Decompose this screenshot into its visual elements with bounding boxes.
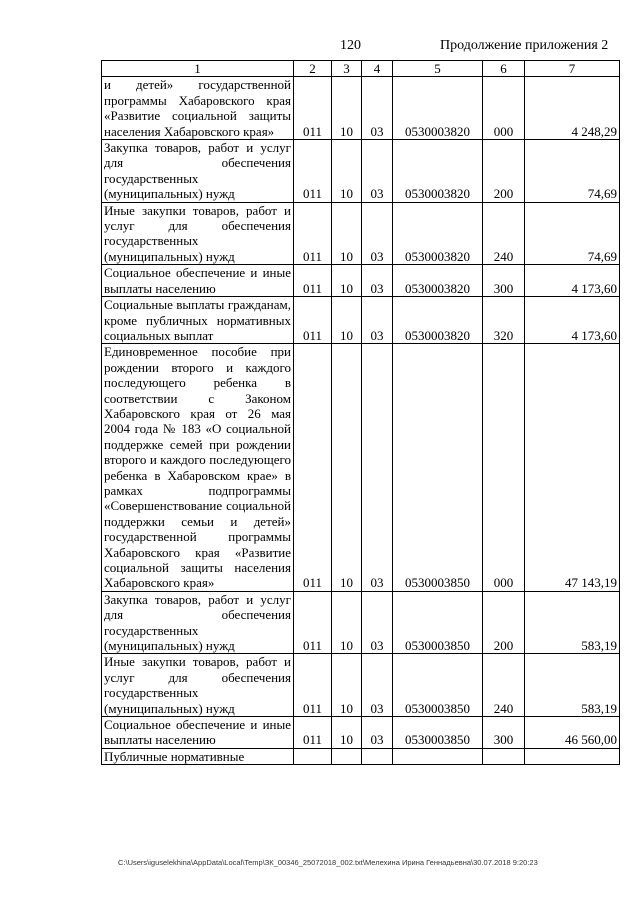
column-header: 7 <box>525 61 620 77</box>
budget-table <box>101 60 620 765</box>
code-ministry: 011 <box>294 654 332 717</box>
code-section: 10 <box>332 77 362 140</box>
code-expense-type: 320 <box>483 297 525 344</box>
code-subsection: 03 <box>362 140 393 203</box>
item-name: Публичные нормативные <box>102 748 294 764</box>
code-target-article: 0530003820 <box>393 140 483 203</box>
code-section: 10 <box>332 202 362 265</box>
item-name: Иные закупки товаров, работ и услуг для обеспечения государственных (муниципальных) нужд <box>102 202 294 265</box>
code-target-article: 0530003850 <box>393 717 483 749</box>
table-row <box>102 202 620 265</box>
code-expense-type: 200 <box>483 140 525 203</box>
code-section <box>332 748 362 764</box>
code-target-article: 0530003850 <box>393 591 483 654</box>
file-path-footer: C:\Users\iguselekhina\AppData\Local\Temp\ЗК_00346_25072018_002.txt\Мелехина Ирина Геннадьевна\30.07.2018 9:20:23 <box>118 858 538 867</box>
item-name: Единовременное пособие при рождении второго и каждого последующего ребенка в соответствии с Законом Хабаровского края от 26 мая 2004 года № 183 «О социальной поддержке семей при рождении второго и каждого последующего ребенка в Хабаровском крае» в рамках подпрограммы «Совершенствование социальной поддержки семьи и детей» государственной программы Хабаровского края «Развитие социальной защиты населения Хабаровского края» <box>102 344 294 592</box>
amount: 4 248,29 <box>525 77 620 140</box>
amount: 4 173,60 <box>525 297 620 344</box>
code-ministry: 011 <box>294 591 332 654</box>
amount: 4 173,60 <box>525 265 620 297</box>
continuation-caption: Продолжение приложения 2 <box>440 38 609 53</box>
amount: 74,69 <box>525 202 620 265</box>
column-header: 1 <box>102 61 294 77</box>
item-name: Закупка товаров, работ и услуг для обеспечения государственных (муниципальных) нужд <box>102 140 294 203</box>
table-header-row <box>102 61 620 77</box>
code-section: 10 <box>332 140 362 203</box>
item-name: Социальное обеспечение и иные выплаты населению <box>102 265 294 297</box>
column-header: 3 <box>332 61 362 77</box>
table-row <box>102 344 620 592</box>
column-header: 2 <box>294 61 332 77</box>
code-expense-type: 300 <box>483 717 525 749</box>
column-header: 4 <box>362 61 393 77</box>
code-section: 10 <box>332 654 362 717</box>
code-ministry: 011 <box>294 77 332 140</box>
code-target-article: 0530003820 <box>393 297 483 344</box>
code-target-article: 0530003820 <box>393 77 483 140</box>
code-expense-type: 200 <box>483 591 525 654</box>
code-subsection: 03 <box>362 591 393 654</box>
code-subsection: 03 <box>362 717 393 749</box>
page-number: 120 <box>340 38 361 53</box>
table-row <box>102 654 620 717</box>
table-row <box>102 265 620 297</box>
amount: 47 143,19 <box>525 344 620 592</box>
code-target-article: 0530003850 <box>393 654 483 717</box>
code-subsection <box>362 748 393 764</box>
table-row <box>102 717 620 749</box>
code-target-article: 0530003820 <box>393 265 483 297</box>
code-expense-type: 240 <box>483 654 525 717</box>
code-subsection: 03 <box>362 77 393 140</box>
amount: 46 560,00 <box>525 717 620 749</box>
code-section: 10 <box>332 297 362 344</box>
code-expense-type: 300 <box>483 265 525 297</box>
code-ministry: 011 <box>294 297 332 344</box>
code-expense-type: 240 <box>483 202 525 265</box>
table-row <box>102 591 620 654</box>
amount: 583,19 <box>525 654 620 717</box>
code-ministry: 011 <box>294 140 332 203</box>
code-target-article: 0530003850 <box>393 344 483 592</box>
table-row <box>102 77 620 140</box>
code-subsection: 03 <box>362 202 393 265</box>
code-section: 10 <box>332 591 362 654</box>
code-target-article <box>393 748 483 764</box>
code-subsection: 03 <box>362 344 393 592</box>
code-ministry: 011 <box>294 344 332 592</box>
column-header: 6 <box>483 61 525 77</box>
amount: 74,69 <box>525 140 620 203</box>
table-row <box>102 140 620 203</box>
code-section: 10 <box>332 344 362 592</box>
code-ministry: 011 <box>294 202 332 265</box>
item-name: Социальное обеспечение и иные выплаты населению <box>102 717 294 749</box>
item-name: Социальные выплаты гражданам, кроме публичных нормативных социальных выплат <box>102 297 294 344</box>
code-target-article: 0530003820 <box>393 202 483 265</box>
table-row <box>102 297 620 344</box>
code-subsection: 03 <box>362 265 393 297</box>
code-expense-type: 000 <box>483 77 525 140</box>
code-expense-type <box>483 748 525 764</box>
table-row <box>102 748 620 764</box>
item-name: Закупка товаров, работ и услуг для обеспечения государственных (муниципальных) нужд <box>102 591 294 654</box>
amount: 583,19 <box>525 591 620 654</box>
item-name: Иные закупки товаров, работ и услуг для обеспечения государственных (муниципальных) нужд <box>102 654 294 717</box>
column-header: 5 <box>393 61 483 77</box>
code-subsection: 03 <box>362 654 393 717</box>
item-name: и детей» государственной программы Хабаровского края «Развитие социальной защиты населения Хабаровского края» <box>102 77 294 140</box>
code-expense-type: 000 <box>483 344 525 592</box>
code-ministry: 011 <box>294 717 332 749</box>
code-ministry <box>294 748 332 764</box>
code-ministry: 011 <box>294 265 332 297</box>
amount <box>525 748 620 764</box>
code-section: 10 <box>332 265 362 297</box>
code-section: 10 <box>332 717 362 749</box>
code-subsection: 03 <box>362 297 393 344</box>
